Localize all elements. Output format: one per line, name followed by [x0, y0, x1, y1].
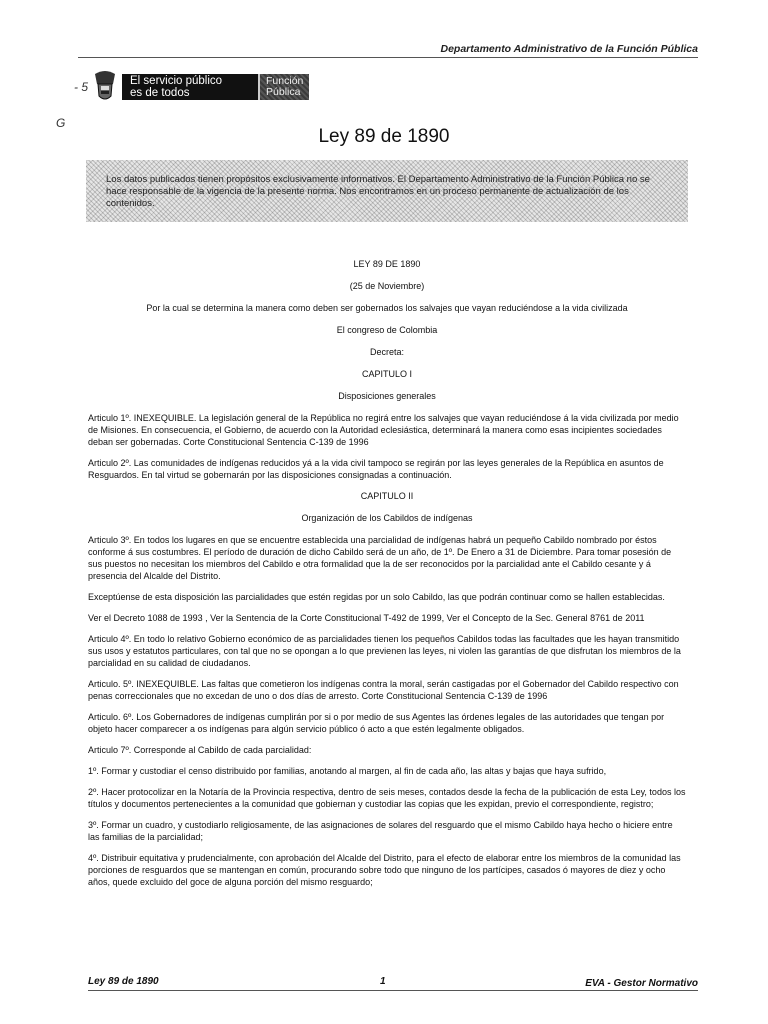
logo-area: [74, 70, 309, 104]
article-7-item-2: 2º. Hacer protocolizar en la Notaría de la Provincia respectiva, dentro de seis meses, contados desde la fecha de la publicación de esta Ley, todos los títulos y documentos pertenecientes a la comunidad que gobiernan y custodiar las copias que les expidan, previo el correspondiente, registro;: [88, 787, 686, 809]
article-4: Articulo 4º. En todo lo relativo Gobierno económico de as parcialidades tienen los pequeños Cabildos todas las facultades que les hayan transmitido sus usos y estatutos particulares, con tal que no se opongan a lo que previenen las leyes, ni violen las garantías de que disfrutan los miembros de la parcialidad en su calidad de ciudadanos.: [88, 634, 681, 668]
page-title: Ley 89 de 1890: [318, 126, 450, 147]
article-7-item-4: 4º. Distribuir equitativa y prudencialmente, con aprobación del Alcalde del Distrito, para el efecto de elaborar entre los miembros de la comunidad las porciones de resguardos que se mantengan en común, procurando sobre todo que ninguno de los partícipes, casados ó mayores de diez y ocho años, quede excluido del goce de alguna porción del mismo resguardo;: [88, 853, 681, 887]
chapter-1-heading: CAPITULO I: [361, 369, 412, 379]
article-6: Articulo. 6º. Los Gobernadores de indígenas cumplirán por si o por medio de sus Agentes las órdenes legales de las autoridades que tengan por objeto hacer comparecer a os indígenas para algún servicio público ó acto a que estén legalmente obligados.: [88, 712, 665, 734]
see-also-references: Ver el Decreto 1088 de 1993 , Ver la Sentencia de la Corte Constitucional T-492 de 1999, Ver el Concepto de la Sec. General 8761 de 2011: [88, 613, 645, 623]
article-3-exception: Exceptúense de esta disposición las parcialidades que estén regidas por un solo Cabildo, las que podrán continuar como se hallen establecidas.: [88, 592, 665, 602]
chapter-1-title: Disposiciones generales: [338, 391, 436, 401]
funcion-publica-logo: [258, 74, 309, 100]
handwritten-mark: - 5: [74, 80, 89, 94]
banner-line-2: es de todos: [130, 87, 190, 99]
decreta: Decreta:: [369, 347, 404, 357]
article-7-item-1: 1º. Formar y custodiar el censo distribuido por familias, anotando al margen, al fin de cada año, las altas y bajas que haya sufrido,: [88, 766, 607, 776]
footer-law-title: Ley 89 de 1890: [88, 976, 159, 987]
government-banner: [122, 74, 258, 100]
article-3: Articulo 3º. En todos los lugares en que se encuentre establecida una parcialidad de indígenas habrá un pequeño Cabildo nombrado por éstos conforme á sus costumbres. El período de duración de dicho Cabildo será de un año, de 1º. De Enero a 31 de Diciembre. Para tomar posesión de sus puestos no necesitan los miembros del Cabildo e otra formalidad que la de ser reconocidos por la parcialidad ante el Cabildo cesante y á presencia del Alcalde del Distrito.: [88, 535, 672, 581]
footer-divider: [88, 990, 698, 991]
banner-line-1: El servicio público: [130, 75, 223, 87]
header-department: Departamento Administrativo de la Función Pública: [78, 43, 698, 58]
article-5: Articulo. 5º. INEXEQUIBLE. Las faltas que cometieron los indígenas contra la moral, serán castigadas por el Gobernador del Cabildo respectivo con penas correccionales que no excedan de uno o dos días de arresto. Corte Constitucional Sentencia C-139 de 1996: [88, 679, 679, 701]
document-body: [88, 258, 686, 897]
footer-source: EVA - Gestor Normativo: [585, 978, 698, 989]
chapter-2-heading: CAPITULO II: [360, 491, 414, 501]
handwritten-annotation: G: [56, 116, 66, 130]
fp-line-2: Pública: [266, 86, 301, 98]
disclaimer-box: Los datos publicados tienen propósitos exclusivamente informativos. El Departamento Administrativo de la Función Pública no se hace responsable de la vigencia de la presente norma. Nos encontramos en un proceso permanente de actualización de los contenidos.: [86, 160, 688, 222]
fp-line-1: Función: [266, 75, 304, 87]
law-date: (25 de Noviembre): [349, 281, 425, 291]
footer-page-number: 1: [380, 976, 386, 987]
congress: El congreso de Colombia: [336, 325, 438, 335]
law-number: LEY 89 DE 1890: [353, 259, 421, 269]
article-7-item-3: 3º. Formar un cuadro, y custodiarlo religiosamente, de las asignaciones de solares del resguardo que el mismo Cabildo haya hecho o hiciere entre las familias de la parcialidad;: [88, 820, 673, 842]
law-purpose: Por la cual se determina la manera como deben ser gobernados los salvajes que vayan reduciéndose a la vida civilizada: [146, 303, 628, 313]
article-2: Articulo 2º. Las comunidades de indígenas reducidos yá a la vida civil tampoco se regirán por las leyes generales de la República en asuntos de Resguardos. En tal virtud se gobernarán por las disposiciones consignadas a continuación.: [88, 458, 664, 480]
chapter-2-title: Organización de los Cabildos de indígenas: [301, 513, 473, 523]
article-1: Articulo 1º. INEXEQUIBLE. La legislación general de la República no regirá entre los salvajes que vayan reduciéndose á la vida civilizada por medio de Misiones. En consecuencia, el Gobierno, de acuerdo con la Autoridad eclesiástica, determinará la manera como esas incipientes sociedades deban ser gobernadas. Corte Constitucional Sentencia C-139 de 1996: [88, 413, 679, 447]
coat-of-arms-icon: [92, 70, 118, 104]
article-7: Articulo 7º. Corresponde al Cabildo de cada parcialidad:: [88, 745, 312, 755]
